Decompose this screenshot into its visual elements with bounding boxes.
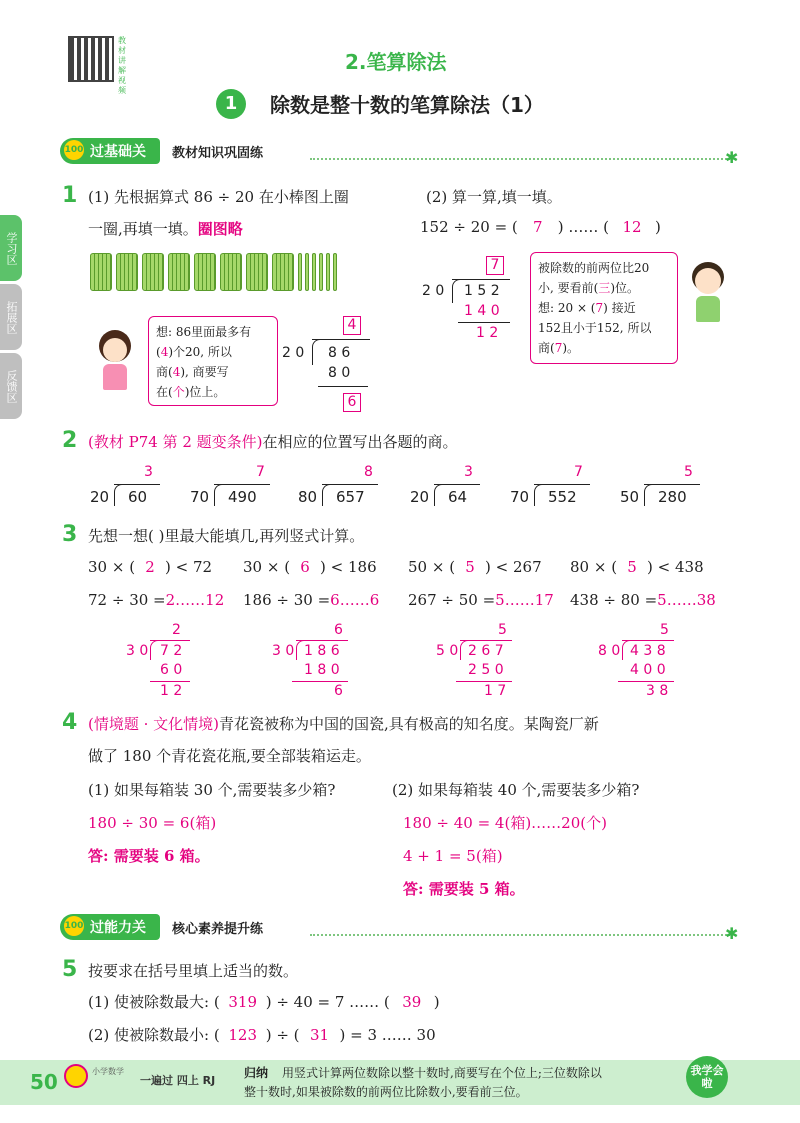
- section-divider: [310, 934, 730, 936]
- remainder: 1 7: [484, 683, 507, 699]
- quotient: 8: [364, 464, 373, 480]
- dividend: 552: [548, 488, 577, 506]
- stick-bundle: [220, 253, 242, 291]
- mascot-icon: [64, 1064, 88, 1088]
- star-icon: ✱: [725, 924, 739, 943]
- divisor: 3 0: [272, 643, 295, 659]
- dividend: 1 8 6: [304, 643, 340, 659]
- chapter-title: 2.笔算除法: [345, 50, 447, 74]
- q3-equation: 267 ÷ 50 =5……17: [408, 591, 554, 609]
- product: 1 4 0: [464, 303, 500, 319]
- q4-answer2-step: 4 + 1 = 5(箱): [403, 847, 503, 865]
- divisor: 20: [90, 488, 110, 506]
- divisor: 20: [410, 488, 430, 506]
- product: 6 0: [160, 662, 183, 678]
- lesson-number: 1: [224, 93, 238, 114]
- quotient: 5: [498, 622, 507, 638]
- product: 4 0 0: [630, 662, 666, 678]
- q4-answer1-eq: 180 ÷ 30 = 6(箱): [88, 814, 217, 832]
- remainder: 3 8: [646, 683, 669, 699]
- qr-code[interactable]: [68, 36, 114, 82]
- divisor: 2 0: [282, 345, 305, 361]
- q2-prompt: (教材 P74 第 2 题变条件)在相应的位置写出各题的商。: [88, 433, 458, 451]
- quotient: 7: [256, 464, 265, 480]
- level-icon: 100: [64, 916, 84, 936]
- boy-avatar: [686, 262, 730, 324]
- star-icon: ✱: [725, 148, 739, 167]
- divisor: 2 0: [422, 283, 445, 299]
- q3-prompt: 先想一想( )里最大能填几,再列竖式计算。: [88, 527, 365, 545]
- stick-bundle: [168, 253, 190, 291]
- quotient: 6: [334, 622, 343, 638]
- section-ability-badge: 100 过能力关: [60, 914, 160, 940]
- summary-line2: 整十数时,如果被除数的前两位比除数小,要看前三位。: [244, 1085, 528, 1099]
- lesson-title: 除数是整十数的笔算除法（1）: [270, 93, 544, 117]
- single-stick: [326, 253, 330, 291]
- summary-label: 归纳: [244, 1066, 269, 1080]
- q4-answer2-text: 答: 需要装 5 箱。: [403, 880, 525, 898]
- quotient-box: 4: [343, 316, 361, 335]
- dividend: 4 3 8: [630, 643, 666, 659]
- footer-tiny: 小学数学: [92, 1067, 124, 1076]
- q3-estimate: 50 × ( 5 ) < 267: [408, 558, 542, 576]
- page-number: 50: [30, 1070, 58, 1094]
- q3-number: 3: [62, 522, 78, 547]
- stick-bundle: [272, 253, 294, 291]
- section-ability-subtitle: 核心素养提升练: [172, 921, 264, 937]
- dividend: 7 2: [160, 643, 183, 659]
- q5-line2: (2) 使被除数最小: ( 123 ) ÷ ( 31 ) = 3 …… 30: [88, 1026, 436, 1044]
- remainder: 1 2: [476, 325, 499, 341]
- dividend: 2 6 7: [468, 643, 504, 659]
- q3-estimate: 80 × ( 5 ) < 438: [570, 558, 704, 576]
- dividend: 64: [448, 488, 468, 506]
- q3-estimate: 30 × ( 2 ) < 72: [88, 558, 213, 576]
- lesson-number-badge: [216, 89, 246, 119]
- q3-estimate: 30 × ( 6 ) < 186: [243, 558, 377, 576]
- quotient: 3: [464, 464, 473, 480]
- quotient: 7: [574, 464, 583, 480]
- section-basic-badge: 100 过基础关: [60, 138, 160, 164]
- divisor: 3 0: [126, 643, 149, 659]
- q1-part2-equation: 152 ÷ 20 = ( 7 ) …… ( 12 ): [420, 218, 661, 236]
- q4-answer2-eq: 180 ÷ 40 = 4(箱)……20(个): [403, 814, 607, 832]
- side-tab-study[interactable]: 学习区: [0, 215, 22, 281]
- q4-line1: (情境题 · 文化情境)青花瓷被称为中国的国瓷,具有极高的知名度。某陶瓷厂新: [88, 715, 599, 733]
- q3-equation: 72 ÷ 30 =2……12: [88, 591, 225, 609]
- girl-avatar: [93, 330, 137, 392]
- section-ability: [60, 914, 263, 940]
- dividend: 657: [336, 488, 365, 506]
- q1-part1-line1: (1) 先根据算式 86 ÷ 20 在小棒图上圈: [88, 188, 349, 206]
- quotient-box: 7: [486, 256, 504, 275]
- single-stick: [319, 253, 323, 291]
- single-stick: [333, 253, 337, 291]
- product: 2 5 0: [468, 662, 504, 678]
- divisor: 8 0: [598, 643, 621, 659]
- remainder: 6: [334, 683, 343, 699]
- logo-text: 我学会啦: [690, 1064, 724, 1090]
- q2-number: 2: [62, 428, 78, 453]
- summary-line1: 用竖式计算两位数除以整十数时,商要写在个位上;三位数除以: [282, 1066, 602, 1080]
- q4-answer1-text: 答: 需要装 6 箱。: [88, 847, 210, 865]
- q4-part1: (1) 如果每箱装 30 个,需要装多少箱?: [88, 781, 336, 799]
- remainder-box: 6: [343, 393, 361, 412]
- single-stick: [305, 253, 309, 291]
- q5-prompt: 按要求在括号里填上适当的数。: [88, 962, 299, 980]
- product: 8 0: [328, 365, 351, 381]
- side-tab-expand[interactable]: 拓展区: [0, 284, 22, 350]
- dividend: 490: [228, 488, 257, 506]
- side-tab-feedback[interactable]: 反馈区: [0, 353, 22, 419]
- q5-line1: (1) 使被除数最大: ( 319 ) ÷ 40 = 7 …… ( 39 ): [88, 993, 440, 1011]
- dividend: 1 5 2: [464, 283, 500, 299]
- single-stick: [312, 253, 316, 291]
- q1-part2-line: (2) 算一算,填一填。: [426, 188, 562, 206]
- dividend: 60: [128, 488, 148, 506]
- q1-number: 1: [62, 183, 78, 208]
- q3-equation: 186 ÷ 30 =6……6: [243, 591, 380, 609]
- section-basic: [60, 138, 263, 164]
- quotient: 3: [144, 464, 153, 480]
- q1-hint-bubble-left: 想: 86里面最多有 (4)个20, 所以 商(4), 商要写 在(个)位上。: [148, 316, 278, 406]
- dividend: 280: [658, 488, 687, 506]
- product: 1 8 0: [304, 662, 340, 678]
- stick-bundle: [142, 253, 164, 291]
- q5-number: 5: [62, 957, 78, 982]
- q1-hint-bubble-right: 被除数的前两位比20 小, 要看前(三)位。 想: 20 × (7) 接近 152且小于152, 所以 商(7)。: [530, 252, 678, 364]
- q3-equation: 438 ÷ 80 =5……38: [570, 591, 716, 609]
- dividend: 8 6: [328, 345, 351, 361]
- q1-part1-line2: 一圈,再填一填。圈图略: [88, 220, 243, 238]
- q4-number: 4: [62, 710, 78, 735]
- stick-bundle: [90, 253, 112, 291]
- quotient: 2: [172, 622, 181, 638]
- qr-note: 教材讲解视频: [118, 36, 126, 95]
- divisor: 70: [510, 488, 530, 506]
- divisor: 70: [190, 488, 210, 506]
- stick-bundle: [246, 253, 268, 291]
- q4-part2: (2) 如果每箱装 40 个,需要装多少箱?: [392, 781, 640, 799]
- single-stick: [298, 253, 302, 291]
- quotient: 5: [660, 622, 669, 638]
- book-label: 一遍过 四上 RJ: [140, 1074, 216, 1087]
- section-divider: [310, 158, 730, 160]
- section-basic-subtitle: 教材知识巩固练: [172, 145, 264, 161]
- level-icon: 100: [64, 140, 84, 160]
- divisor: 80: [298, 488, 318, 506]
- quotient: 5: [684, 464, 693, 480]
- stick-bundle: [116, 253, 138, 291]
- logo-badge: [686, 1056, 728, 1098]
- q4-line2: 做了 180 个青花瓷花瓶,要全部装箱运走。: [88, 747, 371, 765]
- stick-bundle: [194, 253, 216, 291]
- remainder: 1 2: [160, 683, 183, 699]
- divisor: 50: [620, 488, 640, 506]
- divisor: 5 0: [436, 643, 459, 659]
